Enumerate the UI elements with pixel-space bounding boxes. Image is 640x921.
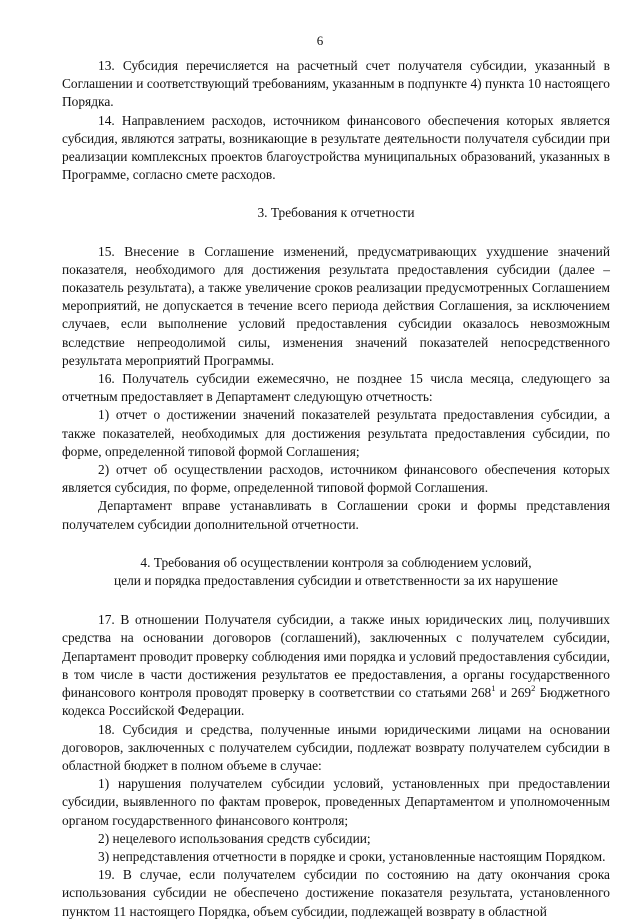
paragraph-17-and: и 269 [495, 685, 532, 701]
paragraph-16: 16. Получатель субсидии ежемесячно, не позднее 15 числа месяца, следующего за отчетным предоставляет в Департамент следующую отчетность: [62, 371, 610, 405]
paragraph-13: 13. Субсидия перечисляется на расчетный счет получателя субсидии, указанный в Соглашении и соответствующий требованиям, указанным в подпункте 4) пункта 10 настоящего Порядка. [62, 58, 610, 110]
paragraph-18-item-2: 2) нецелевого использования средств субсидии; [98, 830, 371, 846]
paragraph-16-item-1: 1) отчет о достижении значений показателей результата предоставления субсидии, а также показателей, необходимых для достижения результата предоставления субсидии, по форме, определенной типовой формой Соглашения; [62, 407, 610, 459]
paragraph-17-superscript-1: 1 [491, 682, 496, 693]
paragraph-14: 14. Направлением расходов, источником финансового обеспечения которых является субсидия, являются затраты, возникающие в результате деятельности получателя субсидии при реализации комплексных проектов благоустройства муниципальных образований, указанных в Программе, согласно смете расходов. [62, 112, 610, 183]
section-4-heading [62, 554, 610, 590]
paragraph-15: 15. Внесение в Соглашение изменений, предусматривающих ухудшение значений показателя, необходимого для достижения результата предоставления субсидии (далее – показатель результата), а также увеличение сроков реализации предусмотренных Соглашением мероприятий, не допускается в течение всего периода действия Соглашения, за исключением случаев, если выполнение условий предоставления субсидии оказалось невозможным вследствие непреодолимой силы, изменения значений показателей непосредственного результата мероприятий Программы. [62, 243, 610, 368]
paragraph-18: 18. Субсидия и средства, полученные иными юридическими лицами на основании договоров, заключенных с получателем субсидии, подлежат возврату получателем субсидии в областной бюджет в полном объеме в случае: [62, 721, 610, 773]
paragraph-17-text: 17. В отношении Получателя субсидии, а также иных юридических лиц, получивших средства на основании договоров (соглашений), заключенных с получателем субсидии, Департамент проводит проверку соблюдения ими порядка и условий предоставления субсидии, в том числе в части достижения результатов ее предоставления, а органы государственного финансового контроля проводят проверку в соответствии со статьями 268 [62, 612, 610, 701]
paragraph-16-item-2: 2) отчет об осуществлении расходов, источником финансового обеспечения которых является субсидия, по форме, определенной типовой формой Соглашения. [62, 462, 610, 496]
page-number: 6 [316, 33, 324, 48]
document-body [62, 57, 610, 921]
section-3-heading: 3. Требования к отчетности [257, 205, 415, 221]
section-4-heading-line-2: цели и порядка предоставления субсидии и ответственности за их нарушение [113, 573, 558, 589]
paragraph-18-item-1: 1) нарушения получателем субсидии условий, установленных при предоставлении субсидии, выявленного по фактам проверок, проведенных Департаментом и уполномоченным органом государственного финансового контроля; [62, 776, 610, 828]
paragraph-17 [62, 611, 610, 720]
paragraph-19: 19. В случае, если получателем субсидии по состоянию на дату окончания срока использования субсидии не обеспечено достижение показателя результата, установленного пунктом 11 настоящего Порядка, объем субсидии, подлежащей возврату в областной [62, 867, 610, 919]
section-4-heading-line-1: 4. Требования об осуществлении контроля за соблюдением условий, [140, 554, 532, 570]
paragraph-17-superscript-2: 2 [531, 682, 536, 693]
paragraph-16-department: Департамент вправе устанавливать в Соглашении сроки и формы представления получателем субсидии дополнительной отчетности. [62, 498, 610, 532]
paragraph-17-end: Бюджетного кодекса Российской Федерации. [62, 685, 610, 719]
paragraph-18-item-3: 3) непредставления отчетности в порядке и сроки, установленные настоящим Порядком. [98, 848, 606, 864]
